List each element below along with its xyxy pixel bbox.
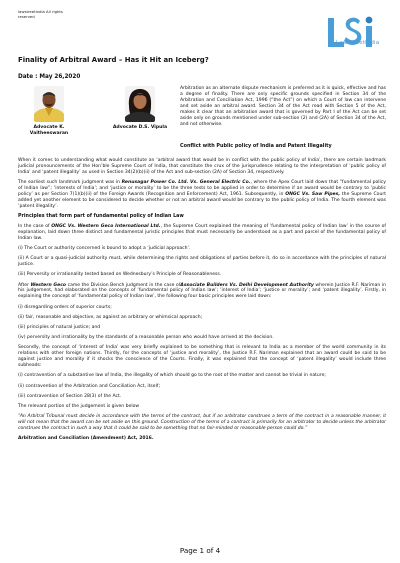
article-date: Date : May 26,2020 — [18, 74, 81, 80]
paragraph-2-text-a: The earliest such landmark judgment was in — [18, 180, 122, 186]
author-name-1: Advocate K. Vaitheeswaran — [29, 125, 69, 136]
case-name-renusagar: Renusagar Power Co. Ltd. Vs. General Electric Co. — [121, 180, 251, 186]
list-item-1: (i) disregarding orders of superior courts; — [18, 304, 112, 310]
case-name-western-geco-2: Western Geco — [30, 282, 67, 288]
subhead-item-1: (i) contravention of a substantive law of India, the illegality of which should go to the root of the matter and cannot be trivial in nature; — [18, 373, 326, 379]
article-body — [18, 158, 386, 446]
judgement-quote: “An Arbitral Tribunal must decide in accordance with the terms of the contract, but if an arbitrator construes a term of the contract in a reasonable manner, it will not mean that the award can be set aside on this ground. Construction of the terms of a contract is primarily for an arbitrator to decide unless the arbitrator construes the contract in such a way that it could be said to be something that no fair-minded or reasonable person could do.” — [18, 414, 386, 431]
case-name-associate-builders: Associate Builders Vs. Delhi Development Authority — [180, 282, 314, 288]
copyright-notice: lawstreetindia All rights reserved — [18, 9, 63, 19]
paragraph-7-text-a: After — [18, 282, 31, 288]
paragraph-7-text-e: wherein Justice R.F. Nariman in his judgement, had elaborated on the concepts of ‘fundamental policy of Indian law’; ‘interest of India’; ‘justice or morality’; and ‘patent illegality’. Firstly, in explaining the concept of ‘fundamental policy of Indian law’, the following four basic principles were laid down: — [18, 282, 386, 300]
page-number: Page 1 of 4 — [179, 546, 221, 555]
subhead-item-2: (ii) contravention of the Arbitration and Conciliation Act, itself; — [18, 383, 160, 389]
author-name-2: Advocate D.S. Vipula — [112, 125, 168, 130]
subhead-item-3: (iii) contravention of Section 28(3) of the Act. — [18, 393, 122, 399]
principle-item-3: (iii) Perversity or irrationality tested based on Wednesbury’s Principle of Reasonableness. — [18, 272, 222, 278]
logo-wordmark: LawStreetIndia — [336, 40, 380, 46]
principle-item-1: (i) The Court or authority concerned is bound to adopt a ‘judicial approach’. — [18, 246, 191, 252]
paragraph-1: When it comes to understanding what would constitute an ‘arbitral award that would be in conflict with the public policy of India’, there are certain landmark judicial pronouncements of the Hon’ble Supreme Court of India, that constitute the crux of the jurisprudence relating to the interpretation of ‘public policy of India’ and ‘patent illegality’ as used in Section 34(2)(b)(ii) of the Act and sub-section (2A) of Section 34, respectively. — [18, 158, 386, 175]
case-name-western-geco: ONGC Vs. Western Geco International Ltd. — [51, 224, 161, 230]
article-title: Finality of Arbitral Award – Has it Hit an Iceberg? — [18, 56, 209, 64]
list-item-2: (ii) fair, reasonable and objective, as against an arbitrary or whimsical approach; — [18, 314, 203, 320]
list-item-3: (iii) principles of natural justice; and — [18, 325, 101, 330]
paragraph-3-text-a: In the case of — [18, 224, 52, 230]
paragraph-16: The relevant portion of the judgement is given below — [18, 403, 140, 409]
principle-item-2: (ii) A Court or a quasi-judicial authority must, while determining the rights and obligations of parties before it, do so in accordance with the principles of natural justice. — [18, 256, 386, 268]
case-name-saw-pipes: ONGC Vs. Saw Pipes, — [285, 191, 341, 197]
paragraph-2 — [18, 180, 386, 210]
paragraph-2-text-c: , where the Apex Court laid down that “fundamental policy of Indian law”; ‘interests of India’; and ‘justice or morality’ to be the three tests to be applied in order to determine if an award would be contrary to ‘public policy’ as per Section 7(1)(b)(ii) of the Foreign Awards (Recognition and Enforcement) Act, 1961. Subsequently, in — [18, 180, 386, 197]
author-photo-2 — [125, 86, 155, 122]
paragraph-7-text-c: came the Division Bench judgment in the case of — [66, 282, 181, 288]
paragraph-3 — [18, 224, 386, 242]
paragraph-12: Secondly, the concept of ‘interest of India’ was very briefly explained to be something that is relevant to India as a member of the world community in its relations with other foreign nations. Thirdly, for the concepts of ‘justice and morality’, the Justice R.F. Nariman explained that an award could be said to be against justice and morality if it shocks the conscience of the Courts. Finally, it was explained that the concept of ‘patent illegality’ would include three subheads: — [18, 345, 386, 369]
section-heading-conflict: Conflict with Public policy of India and Patent Illegality — [180, 143, 332, 149]
paragraph-3-text-c: , the Supreme Court explained the meaning of ‘fundamental policy of Indian law’ in the course of explanation, laid down three distinct and fundamental juristic principles that must necessarily be understood as a part and parcel of the fundamental policy of Indian law. — [18, 224, 386, 241]
paragraph-7 — [18, 283, 386, 301]
paragraph-2-text-e: the Supreme Court added yet another element to be considered to decide whether or not an arbitral award would be contrary to the public policy of India. The fourth element was ‘patent illegality’. — [18, 191, 386, 209]
author-photo-1 — [34, 86, 64, 122]
intro-paragraph: Arbitration as an alternate dispute mechanism is preferred as it is quick, effective and has a degree of finality. There are only specific grounds specified in Section 34 of the Arbitration and Conciliation Act, 1996 (“the Act”) on which a Court of law can intervene and set aside an arbitral award. Section 34 of the Act read with Section 5 of the Act, makes it clear that an arbitration award that is governed by Part I of the Act can be set aside only on grounds mentioned under sub-section (2) and (2A) of Section 34 of the Act, and not otherwise. — [180, 86, 386, 128]
section-heading-principles: Principles that form part of fundamental policy of Indian Law — [18, 213, 184, 219]
list-item-4: (iv) perversity and irrationality by the standards of a reasonable person who would have arrived at the decision. — [18, 335, 274, 341]
lsi-logo — [308, 14, 388, 58]
author-card-1 — [20, 86, 78, 136]
author-card-2 — [108, 86, 172, 131]
section-heading-amendment: Arbitration and Conciliation (Amendment) Act, 2016. — [18, 436, 154, 442]
